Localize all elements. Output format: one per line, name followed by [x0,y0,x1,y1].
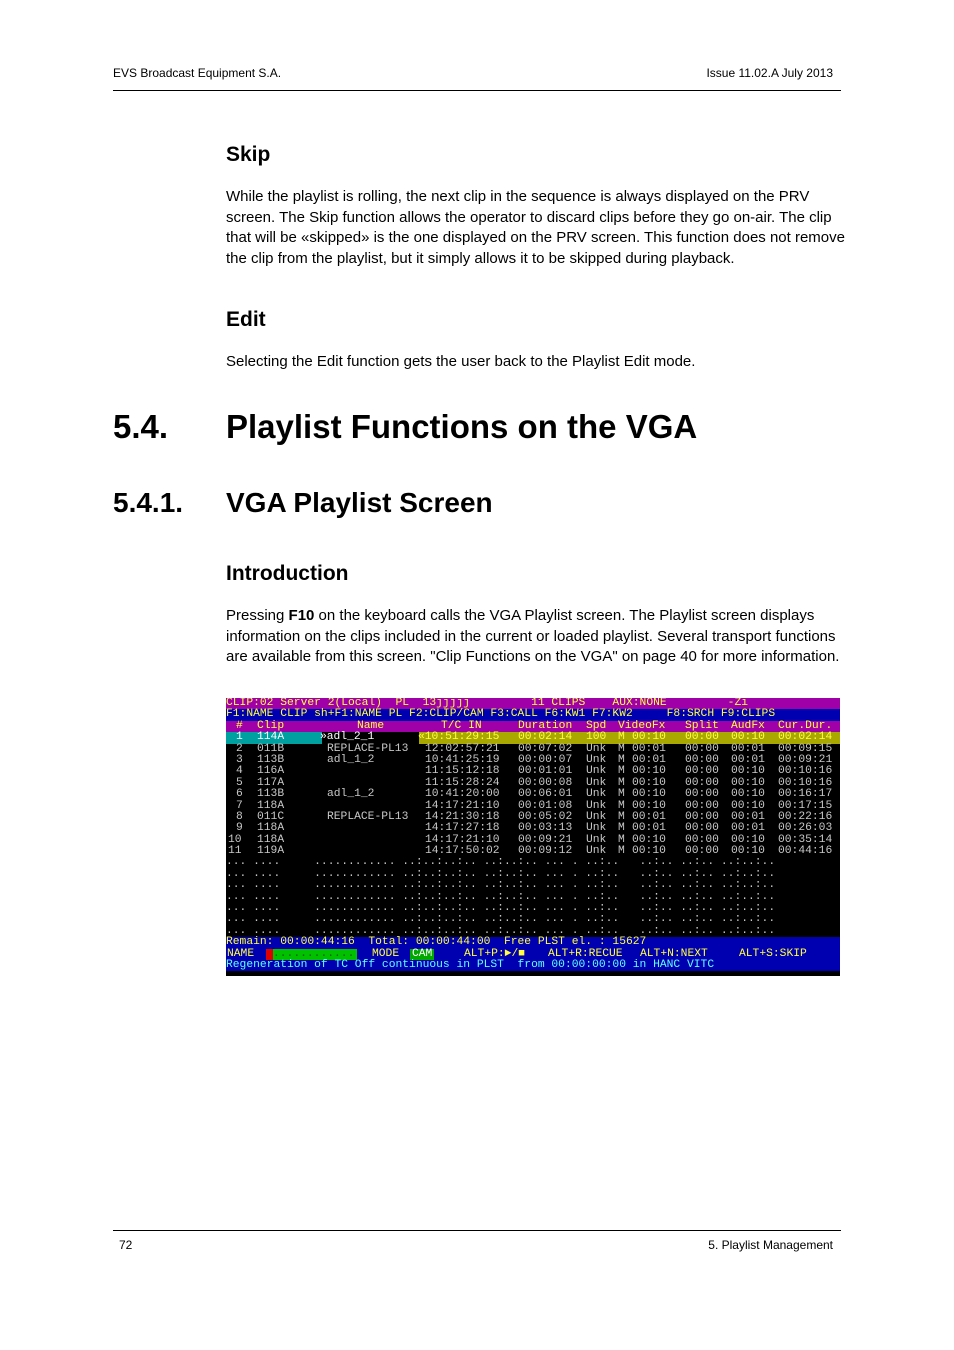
vga-col-header: Name [357,719,385,732]
vga-cell-clip: 011B [257,742,285,755]
vga-remain-line: Remain: 00:00:44:16 Total: 00:00:44:00 Free PLST el. : 15627 [226,937,840,948]
footer-page-number: 72 [119,1238,133,1252]
vga-empty-row: ... .... ............ ..:..:..:.. ..:..:.. ... . ..:.. ..:.. ..:.. ..:..:.. [226,924,776,937]
vga-cell-n: 5 [236,776,243,789]
vga-function-keys: F1:NAME CLIP sh+F1:NAME PL F2:CLIP/CAM F3:CALL F6:KW1 F7:KW2 F8:SRCH F9:CLIPS [226,709,840,720]
vga-mode-label: MODE [372,947,400,960]
vga-cell-split: 00:00 [685,845,719,858]
vga-cell-spd: Unk [586,799,607,812]
vga-cell-dur: 00:07:02 [518,742,573,755]
vga-cell-tcin: 14:21:30:18 [425,810,500,823]
vga-cell-afx: 00:10 [731,765,765,778]
vga-cell-tcin: 14:17:21:10 [425,833,500,846]
vga-cell-split: 00:00 [685,810,719,823]
vga-key-recue: ALT+R:RECUE [548,947,623,960]
intro-text-post: on the keyboard calls the VGA Playlist screen. The Playlist screen displays information on the clips included in the current or loaded playlist. Several transport functions are available from this screen. "Clip Functions on the VGA" on page 40 for more information. [226,607,840,665]
vga-cell-split: 00:00 [685,822,719,835]
vga-empty-row: ... .... ............ ..:..:..:.. ..:..:.. ... . ..:.. ..:.. ..:.. ..:..:.. [226,856,776,869]
vga-cell-split: 00:00 [685,799,719,812]
vga-key-play: ALT+P:►/■ [464,947,526,960]
vga-cell-n: 8 [236,810,243,823]
vga-cell-dur: 00:00:08 [518,776,573,789]
vga-cell-n: 7 [236,799,243,812]
vga-cell-cur: 00:35:14 [778,833,833,846]
skip-paragraph: While the playlist is rolling, the next clip in the sequence is always displayed on the PRV screen. The Skip function allows the operator to discard clips before they go on-air. The clip that will be «skipped» is the one displayed on the PRV screen. This function does not remove the clip from the playlist, but it simply allows it to be skipped during playback. [226,188,845,267]
vga-key-skip: ALT+S:SKIP [739,947,807,960]
vga-cell-m: M [618,731,625,744]
section-number: 5.4. [113,408,169,445]
vga-cell-spd: Unk [586,765,607,778]
vga-col-header: # [236,719,243,732]
vga-cell-afx: 00:01 [731,753,765,766]
vga-cell-split: 00:00 [685,765,719,778]
introduction-paragraph [226,606,846,668]
vga-cell-afx: 00:01 [731,822,765,835]
vga-empty-row: ... .... ............ ..:..:..:.. ..:..:.. ... . ..:.. ..:.. ..:.. ..:..:.. [226,879,776,892]
edit-heading: Edit [226,308,266,331]
vga-cell-afx: 00:10 [731,799,765,812]
vga-mode-value: CAM [412,947,433,960]
vga-cell-spd: Unk [586,822,607,835]
vga-cell-name: adl_1_2 [327,753,375,766]
skip-heading: Skip [226,143,271,166]
vga-cell-n: 3 [236,753,243,766]
vga-col-header: Spd [586,719,607,732]
vga-cell-clip: 113B [257,788,285,801]
vga-cell-cur: 00:09:15 [778,742,833,755]
vga-cell-vfx: 00:01 [632,822,666,835]
vga-cell-split: 00:00 [685,742,719,755]
vga-cell-dur: 00:01:01 [518,765,573,778]
vga-status-line: CLIP:02 Server 2(Local) PL 13jjjjj 11 CLIPS AUX:NONE -Zi [226,698,840,709]
footer-chapter: 5. Playlist Management [708,1238,833,1252]
header-issue: Issue 11.02.A July 2013 [706,66,833,80]
vga-empty-row: ... .... ............ ..:..:..:.. ..:..:.. ... . ..:.. ..:.. ..:.. ..:..:.. [226,902,776,915]
vga-cell-tcin: 11:15:28:24 [425,776,500,789]
vga-playlist-screenshot [226,698,840,976]
vga-cell-m: M [618,822,625,835]
vga-col-header: VideoFx [618,719,666,732]
vga-cell-clip: 119A [257,845,285,858]
vga-cell-vfx: 00:10 [632,833,666,846]
vga-regeneration-line: Regeneration of TC Off continuous in PLST from 00:00:00:00 in HANC VITC [226,960,840,971]
vga-cell-cur: 00:02:14 [778,731,833,744]
vga-cell-cur: 00:10:16 [778,776,833,789]
vga-cell-n: 2 [236,742,243,755]
vga-cell-m: M [618,776,625,789]
intro-text-pre: Pressing [226,607,289,624]
vga-cell-afx: 00:10 [731,731,765,744]
vga-cell-split: 00:00 [685,788,719,801]
vga-cell-tcin: 10:41:20:00 [425,788,500,801]
vga-cell-n: 10 [228,833,242,846]
vga-cell-clip: 118A [257,833,285,846]
vga-cell-n: 4 [236,765,243,778]
vga-cell-clip: 011C [257,810,285,823]
vga-col-header: Clip [257,719,285,732]
vga-cell-split: 00:00 [685,833,719,846]
vga-cell-afx: 00:10 [731,833,765,846]
vga-playlist-row [226,732,840,743]
vga-cell-cur: 00:10:16 [778,765,833,778]
vga-cell-split: 00:00 [685,776,719,789]
vga-cell-name: REPLACE-PL13 [327,742,409,755]
vga-cell-cur: 00:17:15 [778,799,833,812]
vga-cell-spd: Unk [586,833,607,846]
vga-cell-vfx: 00:10 [632,765,666,778]
vga-cell-vfx: 00:10 [632,788,666,801]
vga-cell-vfx: 00:01 [632,753,666,766]
vga-cell-dur: 00:01:08 [518,799,573,812]
vga-cell-spd: Unk [586,788,607,801]
vga-cell-cur: 00:16:17 [778,788,833,801]
vga-col-header: AudFx [731,719,765,732]
vga-cell-dur: 00:00:07 [518,753,573,766]
header-company: EVS Broadcast Equipment S.A. [113,66,282,80]
vga-name-field: ............ [273,949,357,960]
vga-cell-clip: 117A [257,776,285,789]
vga-cell-cur: 00:44:16 [778,845,833,858]
vga-cell-dur: 00:09:12 [518,845,573,858]
vga-cell-vfx: 00:10 [632,731,666,744]
vga-empty-row: ... .... ............ ..:..:..:.. ..:..:.. ... . ..:.. ..:.. ..:.. ..:..:.. [226,890,776,903]
vga-cell-m: M [618,833,625,846]
vga-empty-row: ... .... ............ ..:..:..:.. ..:..:.. ... . ..:.. ..:.. ..:.. ..:..:.. [226,867,776,880]
vga-cell-m: M [618,799,625,812]
vga-cell-n: 9 [236,822,243,835]
vga-cell-clip: 118A [257,822,285,835]
vga-cell-spd: Unk [586,742,607,755]
vga-cell-m: M [618,742,625,755]
vga-cell-clip: 114A [257,731,285,744]
vga-cell-n: 11 [228,845,242,858]
vga-cell-spd: Unk [586,753,607,766]
vga-cell-afx: 00:01 [731,810,765,823]
header-rule [113,90,841,91]
vga-mode-name: NAME [227,947,255,960]
vga-cell-afx: 00:10 [731,788,765,801]
vga-col-header: Cur.Dur. [778,719,833,732]
vga-key-next: ALT+N:NEXT [640,947,708,960]
vga-cell-spd: Unk [586,810,607,823]
vga-cell-spd: Unk [586,845,607,858]
vga-cell-tcin: 11:15:12:18 [425,765,500,778]
vga-cell-clip: 113B [257,753,285,766]
vga-cell-dur: 00:05:02 [518,810,573,823]
vga-col-header: T/C IN [441,719,482,732]
vga-cell-split: 00:00 [685,731,719,744]
vga-col-header: Split [685,719,719,732]
vga-cell-m: M [618,753,625,766]
vga-cell-tcin: 10:41:25:19 [425,753,500,766]
vga-cell-spd: Unk [586,776,607,789]
vga-cell-vfx: 00:10 [632,776,666,789]
vga-cell-tcin: 14:17:50:02 [425,845,500,858]
vga-cell-n: 6 [236,788,243,801]
vga-cell-vfx: 00:10 [632,845,666,858]
section-title: Playlist Functions on the VGA [226,408,698,445]
vga-empty-row: ... .... ............ ..:..:..:.. ..:..:.. ... . ..:.. ..:.. ..:.. ..:..:.. [226,913,776,926]
vga-cell-n: 1 [236,731,243,744]
footer-rule [113,1230,841,1231]
vga-cell-cur: 00:26:03 [778,822,833,835]
introduction-heading: Introduction [226,562,349,585]
vga-cell-tcin: 14:17:27:18 [425,822,500,835]
vga-playlist-row [226,823,840,834]
vga-cell-vfx: 00:10 [632,799,666,812]
vga-cell-dur: 00:02:14 [518,731,573,744]
vga-playlist-row [226,789,840,800]
vga-cell-m: M [618,845,625,858]
vga-cell-m: M [618,765,625,778]
vga-cell-m: M [618,810,625,823]
vga-cell-vfx: 00:01 [632,742,666,755]
edit-paragraph: Selecting the Edit function gets the user back to the Playlist Edit mode. [226,353,696,370]
vga-rows [226,732,840,937]
vga-cell-afx: 00:01 [731,742,765,755]
subsection-number: 5.4.1. [113,487,184,518]
vga-cell-clip: 116A [257,765,285,778]
vga-cell-name: REPLACE-PL13 [327,810,409,823]
vga-cell-cur: 00:22:16 [778,810,833,823]
vga-cell-tcin: «10:51:29:15 [418,731,500,744]
vga-cell-cur: 00:09:21 [778,753,833,766]
vga-cell-split: 00:00 [685,753,719,766]
vga-cell-afx: 00:10 [731,776,765,789]
vga-cell-clip: 118A [257,799,285,812]
vga-cell-spd: 100 [586,731,607,744]
vga-cell-vfx: 00:01 [632,810,666,823]
vga-cell-m: M [618,788,625,801]
vga-cell-tcin: 14:17:21:10 [425,799,500,812]
vga-cell-name: adl_1_2 [327,788,375,801]
vga-cell-dur: 00:09:21 [518,833,573,846]
vga-cell-dur: 00:06:01 [518,788,573,801]
intro-key-f10: F10 [288,607,315,624]
vga-cell-afx: 00:10 [731,845,765,858]
vga-cell-name: »adl_2_1 [320,731,375,744]
subsection-title: VGA Playlist Screen [226,487,493,518]
vga-cell-dur: 00:03:13 [518,822,573,835]
vga-col-header: Duration [518,719,573,732]
vga-cell-tcin: 12:02:57:21 [425,742,500,755]
